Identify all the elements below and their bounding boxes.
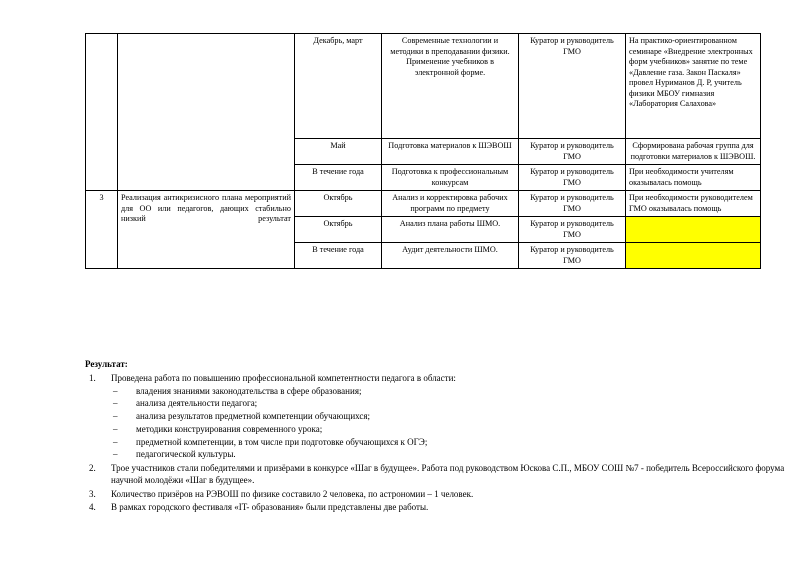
list-item (111, 385, 785, 398)
list-item (85, 372, 785, 461)
cell-responsible: Куратор и руководитель ГМО (519, 243, 626, 269)
dash-icon: – (113, 436, 118, 447)
cell-result: На практико-ориентированном семинаре «Внедрение электронных форм учебников» занятие по теме «Давление газа. Закон Паскаля» провел Нуриманов Д. Р, учитель физики МБОУ гимназия «Лаборатория Салахова» (626, 34, 761, 139)
list-item (111, 436, 785, 449)
cell-activity: Реализация антикризисного плана мероприятий для ОО или педагогов, дающих стабильно низкий результат (118, 191, 295, 269)
list-marker: 3. (89, 488, 96, 499)
cell-result: Сформирована рабочая группа для подготовки материалов к ШЭВОШ. (626, 139, 761, 165)
dash-icon: – (113, 398, 118, 409)
cell-responsible: Куратор и руководитель ГМО (519, 165, 626, 191)
list-item (111, 423, 785, 436)
dash-icon: – (113, 423, 118, 434)
list-item (111, 448, 785, 461)
cell-result: При необходимости учителям оказывалась помощь (626, 165, 761, 191)
list-marker: 1. (89, 372, 96, 383)
sub-list (111, 385, 785, 462)
table-row (86, 191, 761, 217)
results-section (85, 358, 785, 514)
cell-responsible: Куратор и руководитель ГМО (519, 34, 626, 139)
list-item-text: Трое участников стали победителями и призёрами в конкурсе «Шаг в будущее». Работа под руководством Юскова С.П., МБОУ СОШ №7 - победитель Всероссийского форума научной молодёжи «Шаг в будущее». (111, 462, 785, 486)
list-item (85, 462, 785, 488)
cell-row-number (86, 34, 118, 191)
list-item-text: Проведена работа по повышению профессиональной компетентности педагога в области: (111, 372, 456, 383)
cell-responsible: Куратор и руководитель ГМО (519, 139, 626, 165)
cell-result: При необходимости руководителем ГМО оказывалась помощь (626, 191, 761, 217)
list-marker: 2. (89, 462, 96, 473)
cell-topic: Подготовка к профессиональным конкурсам (382, 165, 519, 191)
cell-topic: Анализ и корректировка рабочих программ по предмету (382, 191, 519, 217)
list-item (111, 397, 785, 410)
cell-topic: Подготовка материалов к ШЭВОШ (382, 139, 519, 165)
sub-list-item-text: педагогической культуры. (136, 449, 236, 460)
cell-responsible: Куратор и руководитель ГМО (519, 191, 626, 217)
list-item-text: В рамках городского фестиваля «IT- образования» были представлены две работы. (111, 501, 429, 512)
sub-list-item-text: анализа результатов предметной компетенции обучающихся; (136, 411, 371, 422)
dash-icon: – (113, 385, 118, 396)
cell-result-highlighted (626, 243, 761, 269)
cell-topic: Современные технологии и методики в преподавании физики. Применение учебников в электронной форме. (382, 34, 519, 139)
cell-topic: Аудит деятельности ШМО. (382, 243, 519, 269)
cell-period: Октябрь (295, 217, 382, 243)
list-item (111, 410, 785, 423)
table-row (86, 34, 761, 139)
table-body (86, 34, 761, 269)
results-heading: Результат: (85, 359, 128, 369)
list-marker: 4. (89, 501, 96, 512)
sub-list-item-text: анализа деятельности педагога; (136, 398, 258, 409)
sub-list-item-text: методики конструирования современного урока; (136, 423, 323, 434)
sub-list-item-text: предметной компетенции, в том числе при подготовке обучающихся к ОГЭ; (136, 436, 428, 447)
dash-icon: – (113, 449, 118, 460)
activity-plan-table (85, 33, 761, 269)
cell-period: В течение года (295, 165, 382, 191)
cell-period: Май (295, 139, 382, 165)
cell-period: Декабрь, март (295, 34, 382, 139)
sub-list-item-text: владения знаниями законодательства в сфере образования; (136, 385, 362, 396)
cell-row-number: 3 (86, 191, 118, 269)
list-item (85, 501, 785, 514)
results-list (85, 372, 785, 514)
cell-period: В течение года (295, 243, 382, 269)
cell-result-highlighted (626, 217, 761, 243)
list-item (85, 488, 785, 501)
cell-period: Октябрь (295, 191, 382, 217)
cell-topic: Анализ плана работы ШМО. (382, 217, 519, 243)
cell-responsible: Куратор и руководитель ГМО (519, 217, 626, 243)
dash-icon: – (113, 411, 118, 422)
list-item-text: Количество призёров на РЭВОШ по физике составило 2 человека, по астрономии – 1 человек. (111, 488, 474, 499)
cell-activity (118, 34, 295, 191)
